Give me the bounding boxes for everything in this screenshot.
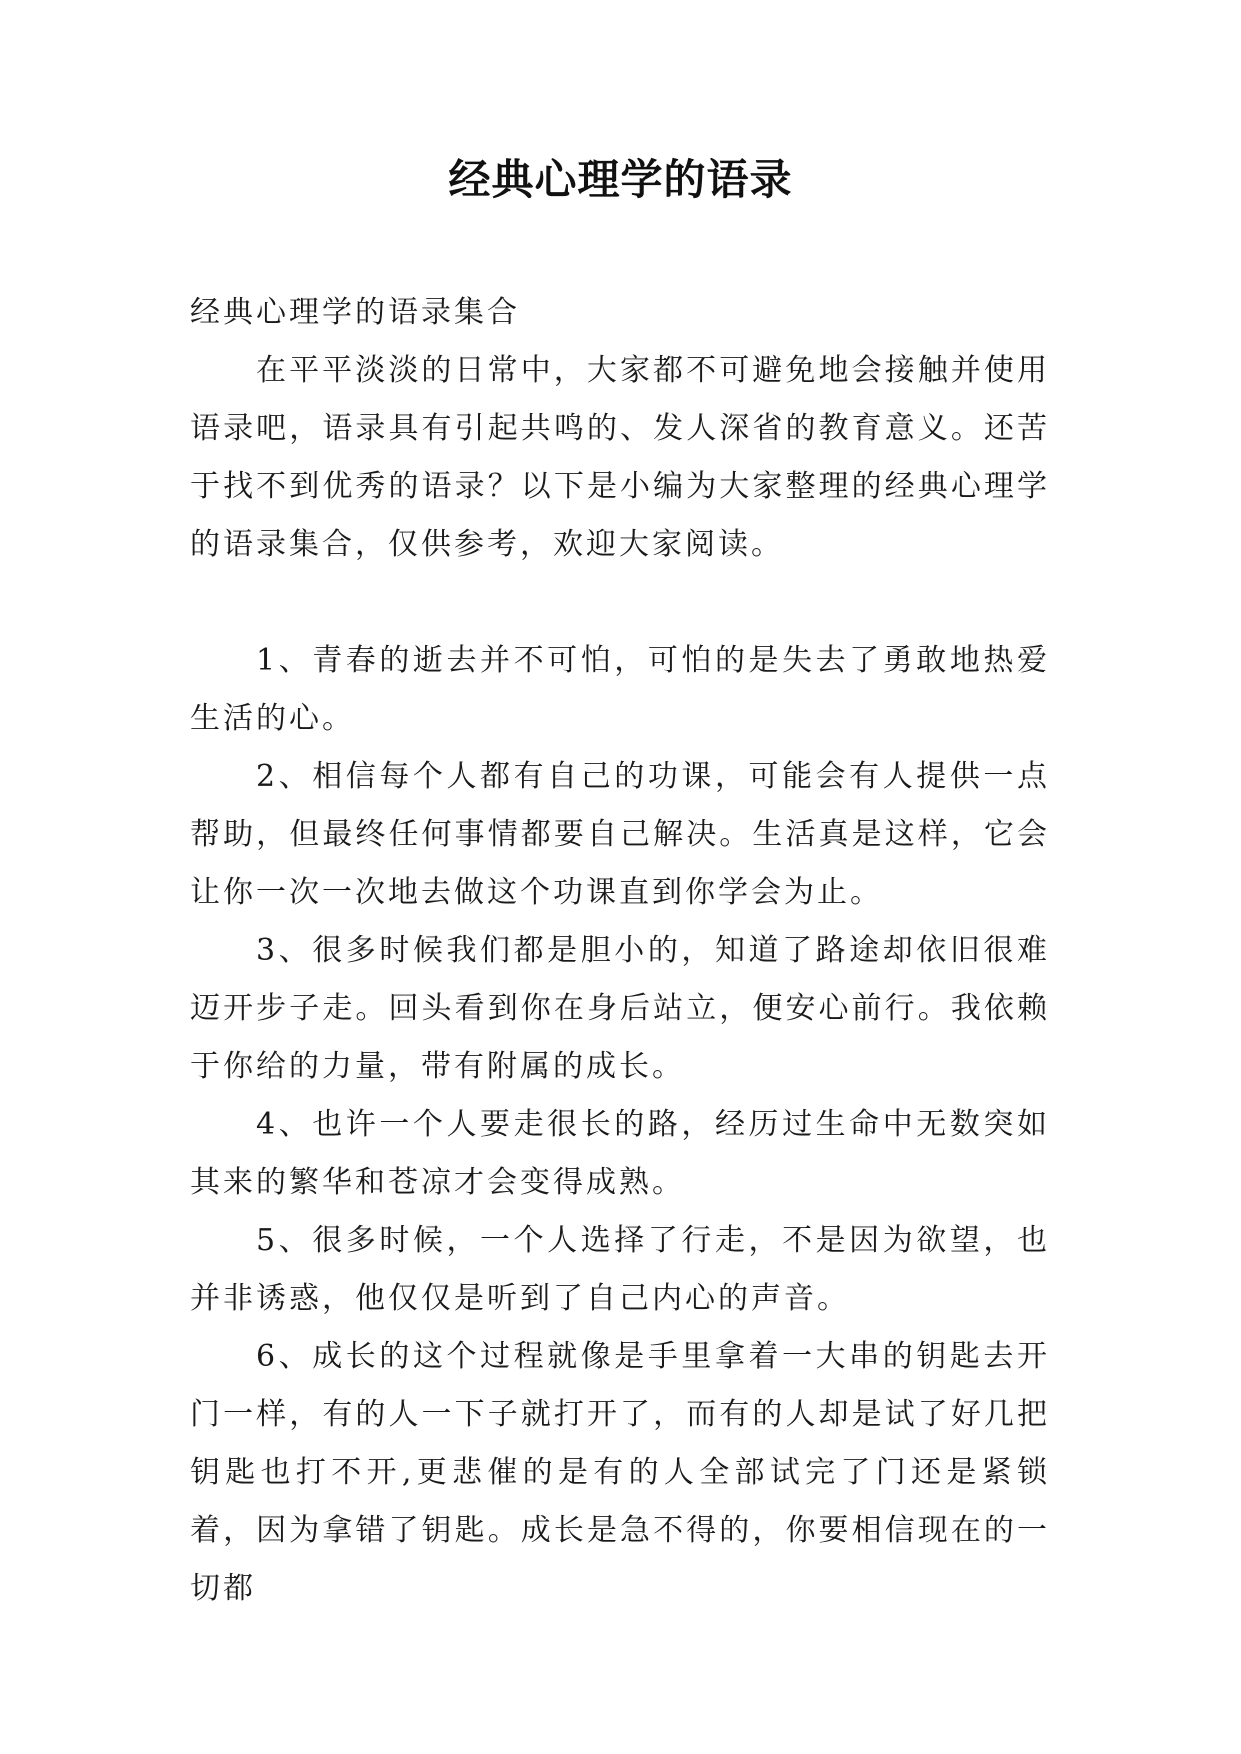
- paragraph-spacer: [190, 574, 1050, 632]
- quote-paragraph-3: 3、很多时候我们都是胆小的，知道了路途却依旧很难迈开步子走。回头看到你在身后站立，便安心前行。我依赖于你给的力量，带有附属的成长。: [190, 933, 1050, 1084]
- quote-paragraph-6: 6、成长的这个过程就像是手里拿着一大串的钥匙去开门一样，有的人一下子就打开了，而有的人却是试了好几把钥匙也打不开,更悲催的是有的人全部试完了门还是紧锁着，因为拿错了钥匙。成长是急不得的，你要相信现在的一切都: [190, 1339, 1050, 1606]
- intro-paragraph: 在平平淡淡的日常中，大家都不可避免地会接触并使用语录吧，语录具有引起共鸣的、发人深省的教育意义。还苦于找不到优秀的语录？以下是小编为大家整理的经典心理学的语录集合，仅供参考，欢迎大家阅读。: [190, 353, 1050, 562]
- quote-paragraph-5: 5、很多时候，一个人选择了行走，不是因为欲望，也并非诱惑，他仅仅是听到了自己内心的声音。: [190, 1223, 1050, 1316]
- quote-paragraph-2: 2、相信每个人都有自己的功课，可能会有人提供一点帮助，但最终任何事情都要自己解决。生活真是这样，它会让你一次一次地去做这个功课直到你学会为止。: [190, 759, 1050, 910]
- quote-paragraph-1: 1、青春的逝去并不可怕，可怕的是失去了勇敢地热爱生活的心。: [190, 643, 1050, 736]
- quote-paragraph-4: 4、也许一个人要走很长的路，经历过生命中无数突如其来的繁华和苍凉才会变得成熟。: [190, 1107, 1050, 1200]
- document-body: [190, 284, 1050, 1618]
- document-subtitle: 经典心理学的语录集合: [190, 295, 520, 330]
- document-title: 经典心理学的语录: [448, 155, 793, 204]
